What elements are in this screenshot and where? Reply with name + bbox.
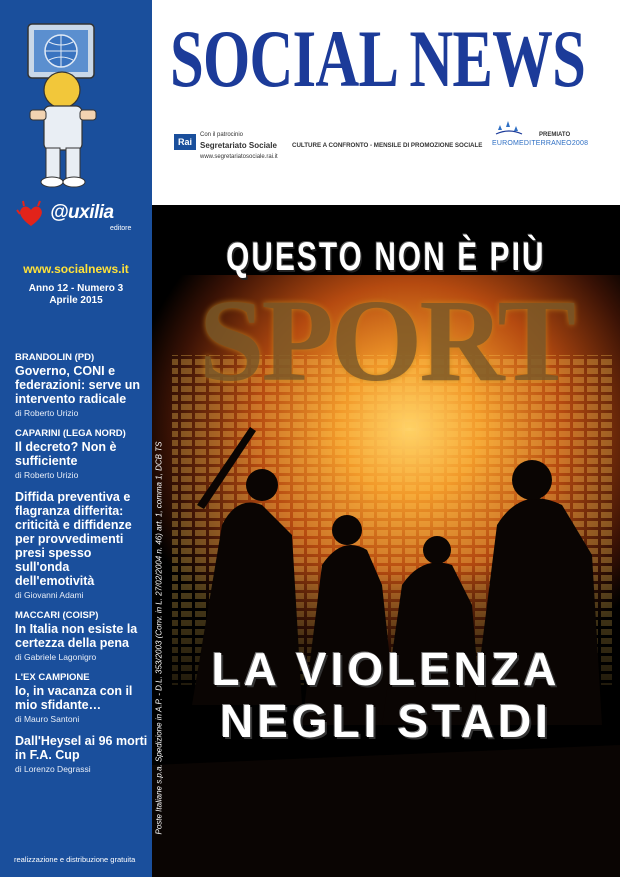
sidebar [0,0,152,877]
award-label: PREMIATO [539,132,571,138]
story-item[interactable] [15,672,149,725]
story-kicker: BRANDOLIN (PD) [15,352,95,363]
story-item[interactable] [15,428,149,481]
postal-notice: Poste Italiane s.p.a. Spedizione in A.P. - D.L. 353/2003 (Conv. in L. 27/02/2004 n. 46) art. 1, comma 1, DCB TS [154,441,164,835]
story-headline: Dall'Heysel ai 96 morti in F.A. Cup [15,734,148,762]
rai-logo: Rai [174,134,196,150]
story-headline: Il decreto? Non è sufficiente [15,440,117,468]
story-headline: Io, in vacanza con il mio sfidante… [15,684,133,712]
headline-bottom [152,643,620,747]
story-byline: di Lorenzo Degrassi [15,764,91,774]
magazine-tagline: CULTURE A CONFRONTO - MENSILE DI PROMOZIONE SOCIALE [292,142,483,149]
issue-info [0,283,152,307]
headline-sport: SPORT [198,275,574,406]
distribution-note: realizzazione e distribuzione gratuita [14,855,136,864]
story-byline: di Mauro Santoni [15,714,80,724]
patron-name: Segretariato Sociale [200,141,277,150]
headline-top: QUESTO NON È PIÙ [226,235,546,279]
magazine-title: SOCIAL NEWS [170,13,586,104]
story-byline: di Gabriele Lagonigro [15,652,97,662]
award-stars-icon [494,118,524,138]
hands-heart-icon [16,200,46,230]
headline-bottom-line-2: NEGLI STADI [220,695,552,747]
story-item[interactable] [15,490,149,601]
cover-photo [152,205,620,877]
issue-number: Anno 12 - Numero 3 [28,283,124,294]
masthead [152,0,620,205]
award-name: EUROMEDITERRANEO2008 [492,140,589,147]
story-byline: di Roberto Urizio [15,470,79,480]
story-item[interactable] [15,734,149,775]
child-at-computer-illustration [22,20,112,190]
story-byline: di Giovanni Adami [15,590,84,600]
story-list [15,352,149,784]
patron-label: Con il patrocinio [200,132,244,138]
issue-date: Aprile 2015 [49,295,103,306]
story-headline: Governo, CONI e federazioni: serve un intervento radicale [15,364,141,406]
publisher-logo [16,200,146,236]
headline-bottom-line-1: LA VIOLENZA [211,643,561,695]
story-headline: Diffida preventiva e flagranza differita: criticità e diffidenze per provvedimenti presi spesso sull'onda dell'emotività [15,490,132,588]
story-kicker: CAPARINI (LEGA NORD) [15,428,126,439]
story-byline: di Roberto Urizio [15,408,79,418]
publisher-name: @uxilia [50,202,114,223]
story-item[interactable] [15,610,149,663]
publisher-sub: editore [110,225,132,232]
story-kicker: MACCARI (COISP) [15,610,99,621]
website-link[interactable]: www.socialnews.it [23,262,129,276]
story-item[interactable] [15,352,149,419]
story-headline: In Italia non esiste la certezza della pena [15,622,138,650]
patron-website: www.segretariatosociale.rai.it [200,154,278,160]
story-kicker: L'EX CAMPIONE [15,672,90,683]
